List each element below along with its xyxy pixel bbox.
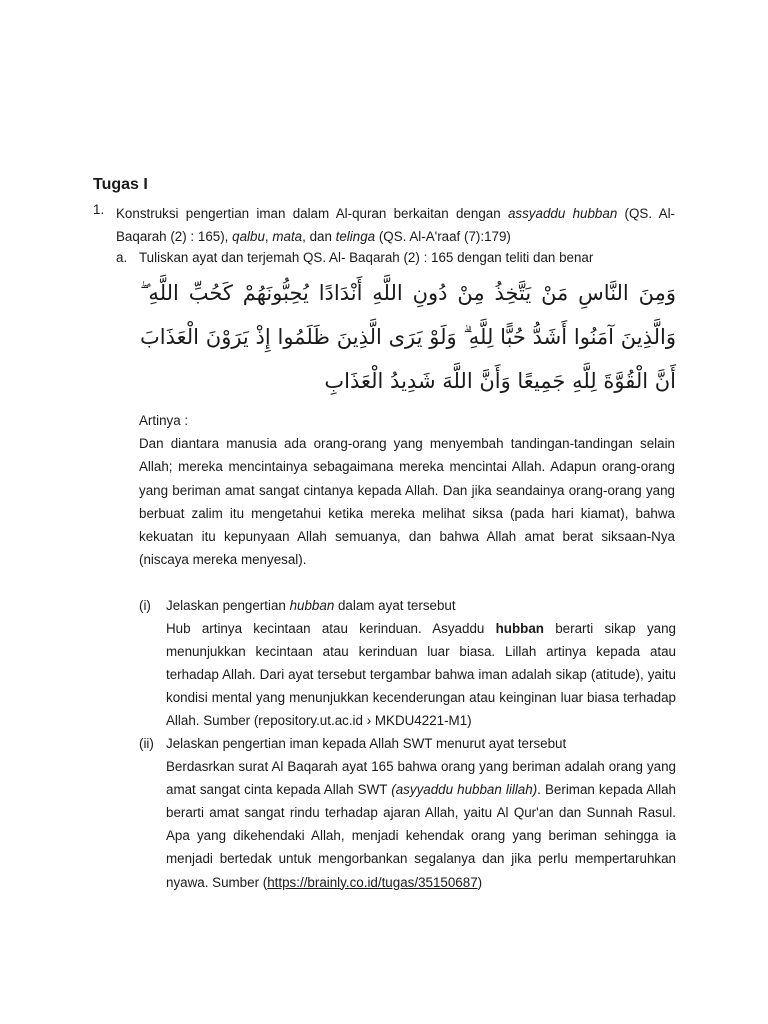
sub-question-a-text: Tuliskan ayat dan terjemah QS. Al- Baqarah (2) : 165 dengan teliti dan benar [139,250,594,265]
question-1 [93,202,675,248]
item-i-question [166,594,676,617]
item-i-answer-part: berarti sikap yang menunjukkan kecintaan atau kerinduan luar biasa. Lillah artinya kepada atau terhadap Allah. Dari ayat tersebut tergambar bahwa iman adalah sikap (atitude), yaitu kondisi mental yang menunjukkan kecenderungan atau keinginan luar biasa terhadap Allah. Sumber (repository.ut.ac.id › MKDU4221-M1) [166,621,676,729]
item-ii-answer-part: ) [477,874,483,890]
item-i-answer [166,617,676,732]
question-1-text-part: Konstruksi pengertian iman dalam Al-quran berkaitan dengan [116,206,508,221]
arabic-verse: وَمِنَ النَّاسِ مَنْ يَتَّخِذُ مِنْ دُونِ اللَّهِ أَنْدَادًا يُحِبُّونَهُمْ كَحُبِّ اللَّهِ ۖ وَالَّذِينَ آمَنُوا أَشَدُّ حُبًّا لِلَّهِ ۗ وَلَوْ يَرَى الَّذِينَ ظَلَمُوا إِذْ يَرَوْنَ الْعَذَابَ أَنَّ الْقُوَّةَ لِلَّهِ جَمِيعًا وَأَنَّ اللَّهَ شَدِيدُ الْعَذَابِ [140,281,676,393]
translation-label: Artinya : [139,413,189,428]
sub-question-a-label: a. [116,250,128,265]
question-1-italic-telinga: telinga [335,229,376,244]
question-1-italic-qalbu: qalbu [232,229,265,244]
item-i-answer-bold: hubban [495,621,544,637]
item-i-question-italic: hubban [289,598,335,613]
source-link[interactable]: https://brainly.co.id/tugas/35150687 [267,874,478,890]
question-1-number: 1. [93,202,105,217]
item-ii-question: Jelaskan pengertian iman kepada Allah SWT menurut ayat tersebut [166,736,567,751]
question-1-text-part: (QS. Al-A'raaf (7):179) [375,229,511,244]
question-1-italic-mata: mata [272,229,303,244]
question-1-text-part: , [264,229,273,244]
translation-block [139,409,675,571]
item-ii-answer-part: Berdasrkan surat Al Baqarah ayat 165 bahwa orang yang beriman adalah orang yang amat sangat cinta kepada Allah SWT [166,759,676,798]
question-1-text [116,202,675,248]
item-i [139,594,676,733]
question-1-text-part: , dan [302,229,336,244]
item-i-question-part: Jelaskan pengertian [166,598,290,613]
sub-question-a [116,246,676,269]
item-ii-answer-italic: (asyyaddu hubban lillah) [391,782,538,798]
question-1-italic-assyaddu-hubban: assyaddu hubban [507,206,618,221]
item-i-marker: (i) [139,598,151,613]
item-i-question-part: dalam ayat tersebut [334,598,456,613]
item-ii-answer-part: . Beriman kepada Allah berarti amat sangat rindu terhadap ajaran Allah, yaitu Al Qur'an dan Sunnah Rasul. Apa yang dikehendaki Allah, menjadi kehendak orang yang beriman sehingga ia menjadi bertedak untuk mengorbankan segalanya dan jika perlu mempertaruhkan nyawa. Sumber ( [166,782,676,890]
item-ii [139,732,676,894]
question-1-text-part: (QS. Al-Baqarah (2) : 165), [116,206,675,244]
item-ii-answer [166,755,676,894]
translation-body: Dan diantara manusia ada orang-orang yang menyembah tandingan-tandingan selain Allah; mereka mencintainya sebagaimana mereka mencintai Allah. Adapun orang-orang yang beriman amat sangat cintanya kepada Allah. Dan jika seandainya orang-orang yang berbuat zalim itu mengetahui ketika mereka melihat siksa (pada hari kiamat), bahwa kekuatan itu kepunyaan Allah semuanya, dan bahwa Allah amat berat siksaan-Nya (niscaya mereka menyesal). [139,436,675,568]
page-title: Tugas I [93,176,148,193]
item-ii-marker: (ii) [139,736,154,751]
item-i-answer-part: Hub artinya kecintaan atau kerinduan. Asyaddu [166,621,496,637]
